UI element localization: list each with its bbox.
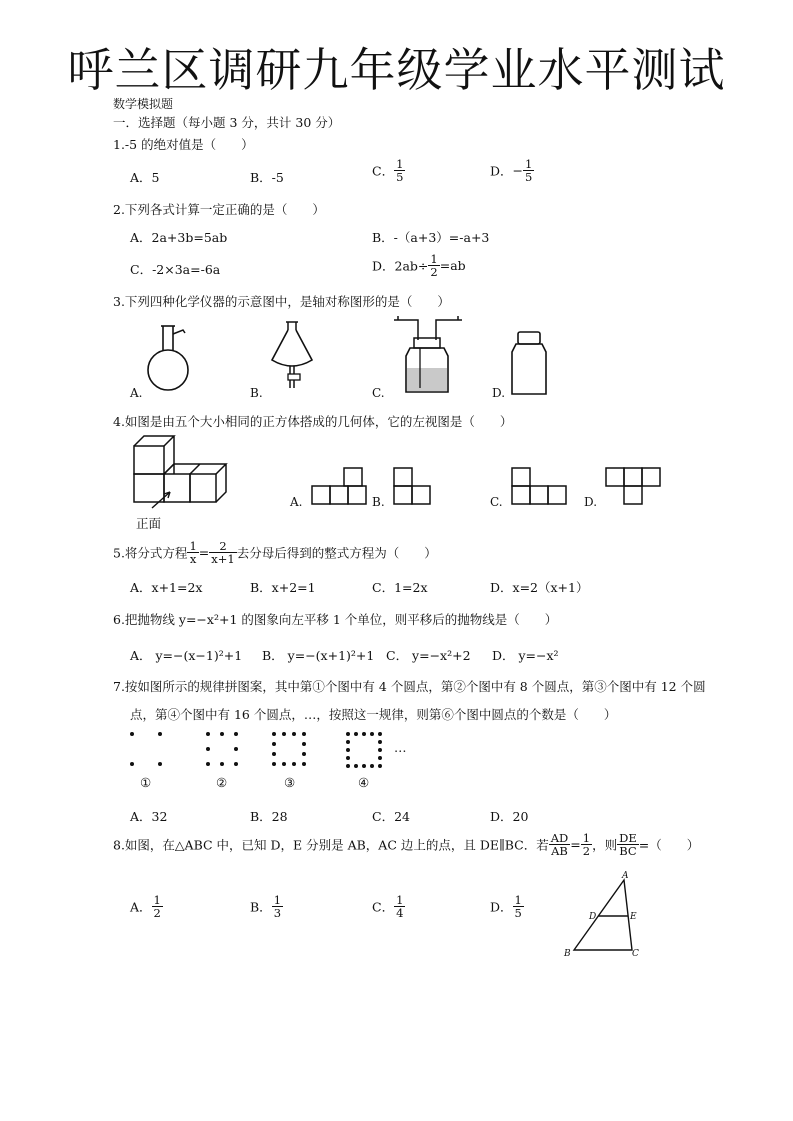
- gas-washing-bottle-figure: [388, 312, 468, 398]
- triangle-abc-figure: [560, 870, 650, 962]
- q6-option-d: D． y=−x²: [492, 648, 559, 663]
- fraction: $\frac{1}{3}$: [273, 893, 282, 921]
- view-b-figure: [394, 466, 436, 508]
- q1-option-b: B．-5: [250, 170, 284, 185]
- vertex-b: B: [564, 949, 571, 959]
- fraction: $\frac{1}{5}$: [525, 157, 533, 185]
- q5-stem: 5.将分式方程 $\frac{1}{x}$ = $\frac{2}{x+1}$ 去分母后得到的整式方程为（ ）: [113, 539, 437, 567]
- view-a-top-cube: [344, 466, 364, 486]
- q3-option-d: D.: [492, 386, 506, 400]
- fraction: $\frac{AD}{AB}$: [550, 831, 569, 859]
- page-title: 呼兰区调研九年级学业水平测试: [67, 43, 726, 97]
- q3-option-b: B.: [250, 386, 263, 400]
- q2-stem: 2.下列各式计算一定正确的是（ ）: [113, 202, 325, 217]
- q7-label-2: ②: [216, 775, 228, 790]
- fraction: $\frac{1}{5}$: [514, 893, 522, 921]
- q6-option-c: C． y=−x²+2: [386, 648, 471, 663]
- q6-option-a: A． y=−(x−1)²+1: [130, 648, 243, 663]
- q7-label-4: ④: [358, 775, 370, 790]
- q4-stem: 4.如图是由五个大小相同的正方体搭成的几何体，它的左视图是（ ）: [113, 414, 513, 429]
- view-a-figure: [312, 484, 372, 506]
- q1-stem: 1.-5 的绝对值是（ ）: [113, 137, 254, 152]
- fraction: $\frac{1}{2}$: [430, 252, 438, 280]
- q8-stem: 8.如图，在△ABC 中，已知 D，E 分别是 AB，AC 边上的点，且 DE∥BC．若 $\frac{AD}{AB}$ = $\frac{1}{2}$ ，则 $\frac{DE}{BC}$ =（ ）: [113, 831, 700, 859]
- fraction: $\frac{DE}{BC}$: [619, 831, 637, 859]
- fraction: $\frac{2}{x+1}$: [211, 539, 235, 567]
- q7-label-1: ①: [140, 775, 152, 790]
- q7-option-b: B．28: [250, 809, 288, 824]
- q7-option-c: C．24: [372, 809, 410, 824]
- view-c-figure: [512, 466, 572, 508]
- q7-stem-line2: 点，第④个图中有 16 个圆点，…，按照这一规律，则第⑥个图中圆点的个数是（ ）: [130, 707, 617, 722]
- q3-option-a: A.: [130, 386, 143, 400]
- q5-option-d: D．x=2（x+1）: [490, 580, 589, 595]
- q3-option-c: C.: [372, 386, 385, 400]
- q7-ellipsis: …: [394, 740, 407, 755]
- fraction: $\frac{1}{4}$: [396, 893, 404, 921]
- q4-option-d: D.: [584, 495, 598, 509]
- vertex-e: E: [630, 912, 637, 922]
- q7-option-a: A．32: [130, 809, 168, 824]
- fraction: $\frac{1}{5}$: [396, 157, 404, 185]
- q8-option-d: D． $\frac{1}{5}$: [490, 893, 522, 921]
- q7-option-d: D．20: [490, 809, 529, 824]
- q4-option-a: A.: [290, 495, 303, 509]
- view-d-figure: [606, 466, 666, 508]
- front-label: 正面: [136, 516, 162, 531]
- q1-option-c: C． $\frac{1}{5}$: [372, 157, 404, 185]
- q6-stem: 6.把抛物线 y=−x²+1 的图象向左平移 1 个单位，则平移后的抛物线是（ ）: [113, 612, 558, 627]
- reagent-bottle-figure: [508, 330, 558, 398]
- q2-option-a: A．2a+3b=5ab: [130, 230, 228, 245]
- q4-option-b: B.: [372, 495, 385, 509]
- q4-option-c: C.: [490, 495, 503, 509]
- fraction: $\frac{1}{2}$: [153, 893, 161, 921]
- q1-option-a: A．5: [130, 170, 160, 185]
- q5-option-a: A．x+1=2x: [130, 580, 203, 595]
- q3-stem: 3.下列四种化学仪器的示意图中，是轴对称图形的是（ ）: [113, 294, 450, 309]
- vertex-d: D: [589, 912, 597, 922]
- separatory-funnel-figure: [262, 318, 322, 398]
- q8-option-a: A． $\frac{1}{2}$: [130, 893, 161, 921]
- fraction: $\frac{1}{x}$: [189, 539, 197, 567]
- round-flask-figure: [140, 318, 200, 398]
- vertex-a: A: [622, 871, 629, 881]
- q6-option-b: B． y=−(x+1)²+1: [262, 648, 375, 663]
- section-heading: 一．选择题（每小题 3 分，共计 30 分）: [113, 115, 341, 130]
- cube-stack-figure: [130, 434, 240, 514]
- q2-option-d: D．2ab÷ $\frac{1}{2}$ =ab: [372, 252, 466, 280]
- q1-option-d: D．− $\frac{1}{5}$: [490, 157, 533, 185]
- q8-option-c: C． $\frac{1}{4}$: [372, 893, 404, 921]
- q2-option-b: B．-（a+3）=-a+3: [372, 230, 490, 245]
- vertex-c: C: [632, 949, 639, 959]
- q8-option-b: B． $\frac{1}{3}$: [250, 893, 282, 921]
- q5-option-c: C．1=2x: [372, 580, 428, 595]
- q2-option-c: C．-2×3a=-6a: [130, 262, 221, 277]
- q7-label-3: ③: [284, 775, 296, 790]
- dot-pattern-figure: [126, 730, 426, 774]
- q5-option-b: B．x+2=1: [250, 580, 316, 595]
- fraction: $\frac{1}{2}$: [582, 831, 591, 859]
- q7-stem-line1: 7.按如图所示的规律拼图案，其中第①个图中有 4 个圆点，第②个图中有 8 个圆点，第③个图中有 12 个圆: [113, 679, 706, 694]
- subtitle: 数学模拟题: [113, 97, 174, 111]
